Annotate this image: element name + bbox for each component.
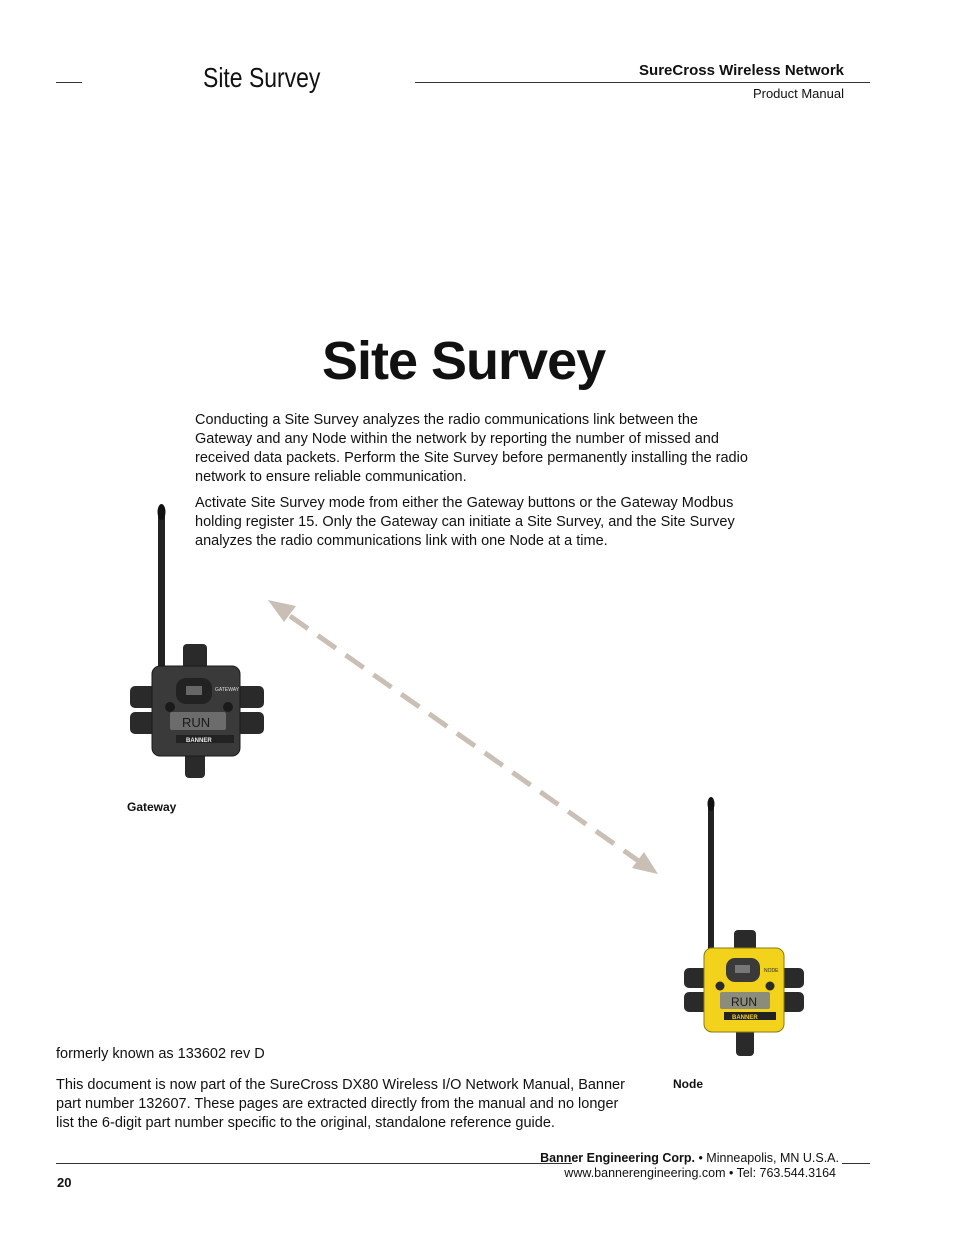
- gateway-device: [130, 504, 264, 778]
- header-section-title: Site Survey: [203, 62, 321, 93]
- intro-paragraph-2: Activate Site Survey mode from either the Gateway buttons or the Gateway Modbus holding register 15. Only the Gateway can initiate a Site Survey, and the Site Survey analyzes the radio communications link with one Node at a time.: [195, 495, 735, 549]
- intro-paragraph-1: Conducting a Site Survey analyzes the radio communications link between the Gateway and any Node within the network by reporting the number of missed and received data packets. Perform the Site Survey before permanently installing the radio network to ensure reliable communication.: [195, 412, 748, 485]
- node-display: RUN: [731, 995, 757, 1009]
- node-badge: NODE: [764, 968, 779, 974]
- footer-company: [540, 1151, 839, 1165]
- footer-location: • Minneapolis, MN U.S.A.: [698, 1151, 839, 1165]
- gateway-brand: BANNER: [186, 738, 212, 744]
- node-brand: BANNER: [732, 1015, 758, 1021]
- document-notes: [56, 1045, 636, 1145]
- page-title: Site Survey: [322, 331, 606, 391]
- page-number: 20: [57, 1175, 72, 1190]
- gateway-label: Gateway: [127, 800, 177, 814]
- header-product-name: SureCross Wireless Network: [639, 62, 844, 79]
- footer-rule-right: [842, 1163, 870, 1164]
- manual-note: This document is now part of the SureCross DX80 Wireless I/O Network Manual, Banner part number 132607. These pages are extracted directly from the manual and no longer list the 6-digit part number specific to the original, standalone reference guide.: [56, 1077, 625, 1131]
- node-device: [684, 797, 804, 1056]
- gateway-badge: GATEWAY: [215, 687, 240, 693]
- radio-link-arrow: [268, 600, 658, 874]
- node-label: Node: [673, 1077, 703, 1091]
- footer-company-name: Banner Engineering Corp.: [540, 1151, 695, 1165]
- gateway-display: RUN: [182, 715, 211, 730]
- footer-contact: www.bannerengineering.com • Tel: 763.544.3164: [564, 1166, 836, 1180]
- footer-rule-left: [56, 1163, 572, 1164]
- header-doc-type: Product Manual: [752, 86, 844, 101]
- formerly-known-note: formerly known as 133602 rev D: [56, 1046, 265, 1062]
